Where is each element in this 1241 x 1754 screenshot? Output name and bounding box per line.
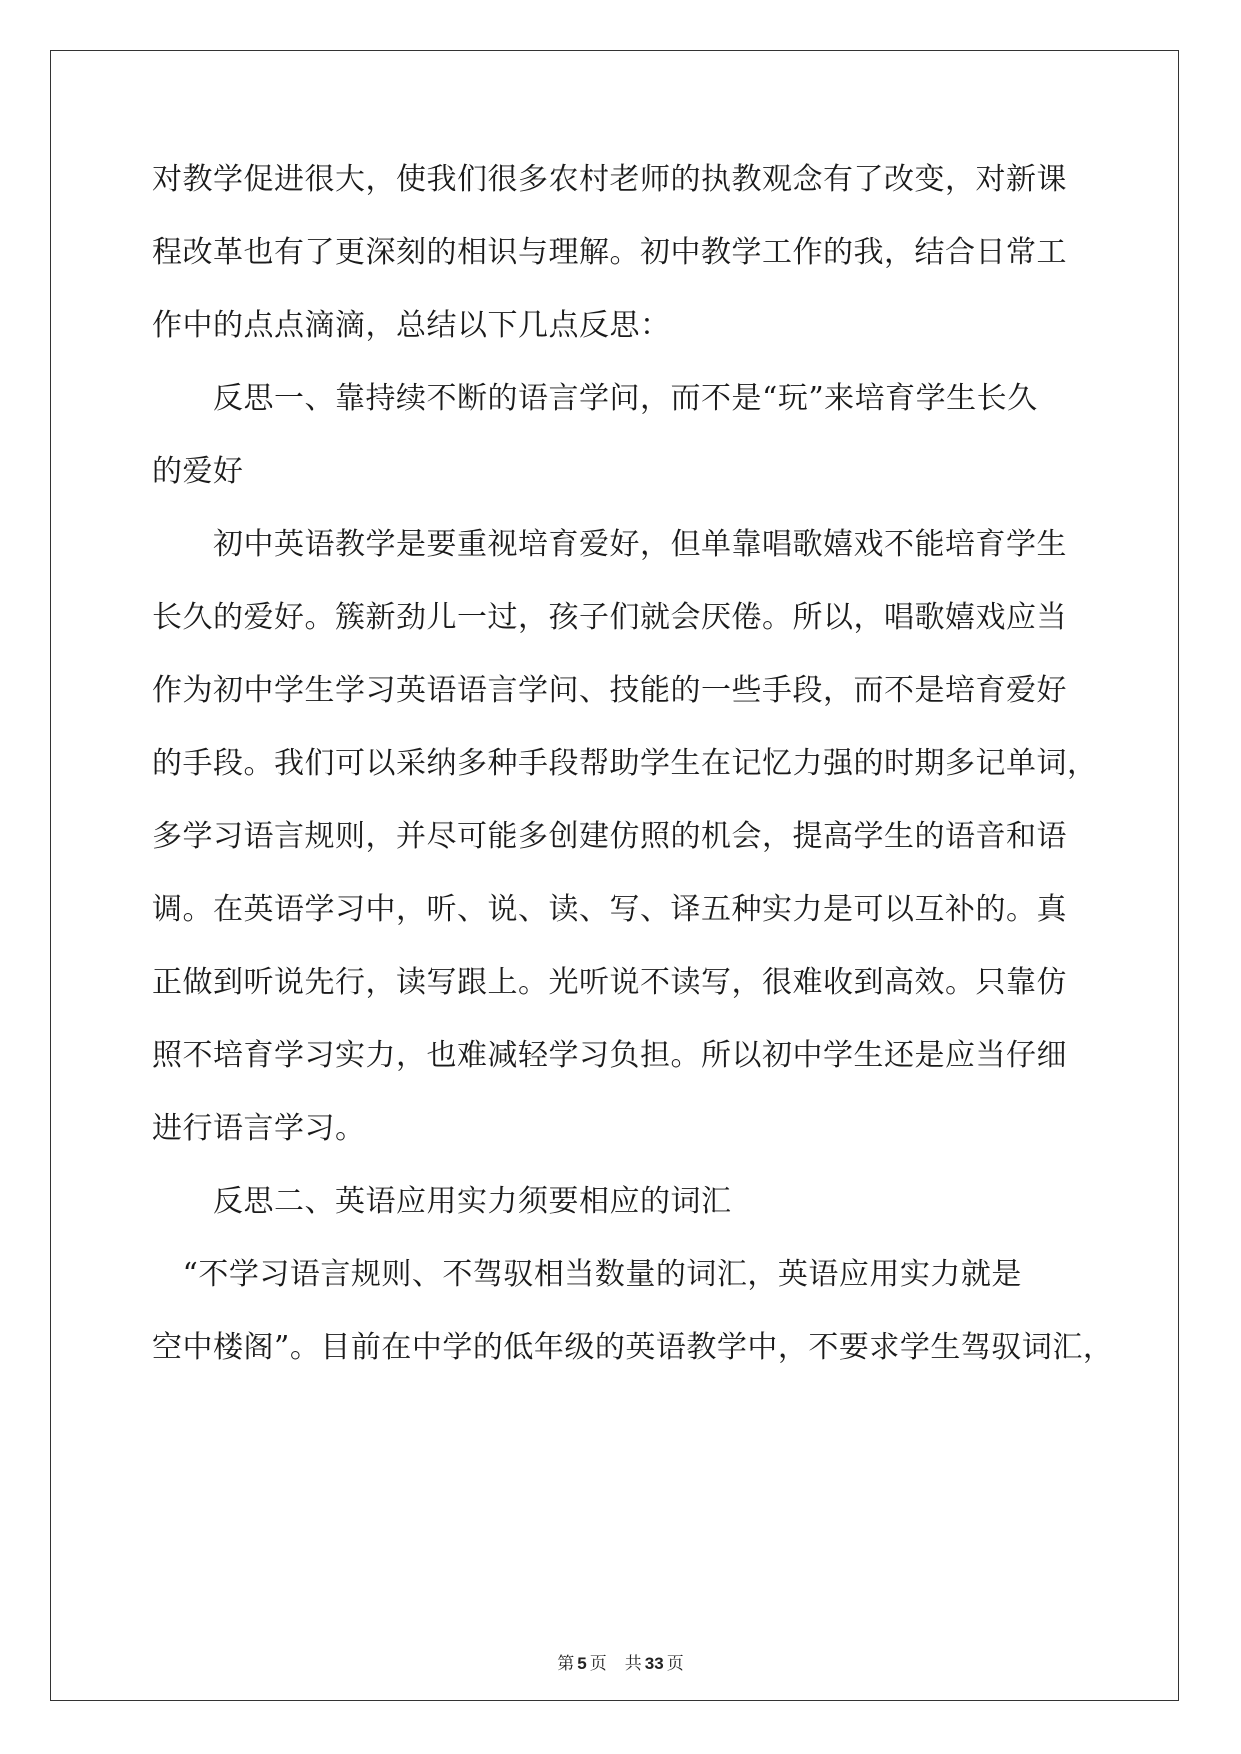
section-heading-line: 的爱好 [152,454,244,489]
footer-total-prefix: 共 [624,1654,642,1674]
section-heading-line: 反思二、英语应用实力须要相应的词汇 [152,1184,732,1219]
text-line: 作中的点点滴滴，总结以下几点反思： [152,308,671,343]
text-line: 程改革也有了更深刻的相识与理解。初中教学工作的我，结合日常工 [152,235,1067,270]
text-line: 调。在英语学习中，听、说、读、写、译五种实力是可以互补的。真 [152,892,1067,927]
total-page-number: 33 [644,1654,664,1673]
page-footer [0,1652,1241,1676]
text-line: 多学习语言规则，并尽可能多创建仿照的机会，提高学生的语音和语 [152,819,1067,854]
text-line: 长久的爱好。簇新劲儿一过，孩子们就会厌倦。所以，唱歌嬉戏应当 [152,600,1067,635]
current-page-number: 5 [577,1654,587,1673]
text-line: 对教学促进很大，使我们很多农村老师的执教观念有了改变，对新课 [152,162,1067,197]
footer-prefix: 第 [557,1654,575,1674]
text-line: 初中英语教学是要重视培育爱好，但单靠唱歌嬉戏不能培育学生 [152,527,1067,562]
text-line: 正做到听说先行，读写跟上。光听说不读写，很难收到高效。只靠仿 [152,965,1067,1000]
text-line: 照不培育学习实力，也难减轻学习负担。所以初中学生还是应当仔细 [152,1038,1067,1073]
text-line: 作为初中学生学习英语语言学问、技能的一些手段，而不是培育爱好 [152,673,1067,708]
text-line: 进行语言学习。 [152,1111,366,1146]
footer-total-suffix: 页 [666,1654,684,1674]
text-line: “不学习语言规则、不驾驭相当数量的词汇，英语应用实力就是 [152,1257,1022,1292]
text-line: 空中楼阁”。目前在中学的低年级的英语教学中，不要求学生驾驭词汇， [152,1330,1114,1365]
section-heading-line: 反思一、靠持续不断的语言学问，而不是“玩”来培育学生长久 [152,381,1038,416]
text-line: 的手段。我们可以采纳多种手段帮助学生在记忆力强的时期多记单词， [152,746,1098,781]
footer-page-suffix: 页 [589,1654,607,1674]
page-border [50,50,1179,1701]
